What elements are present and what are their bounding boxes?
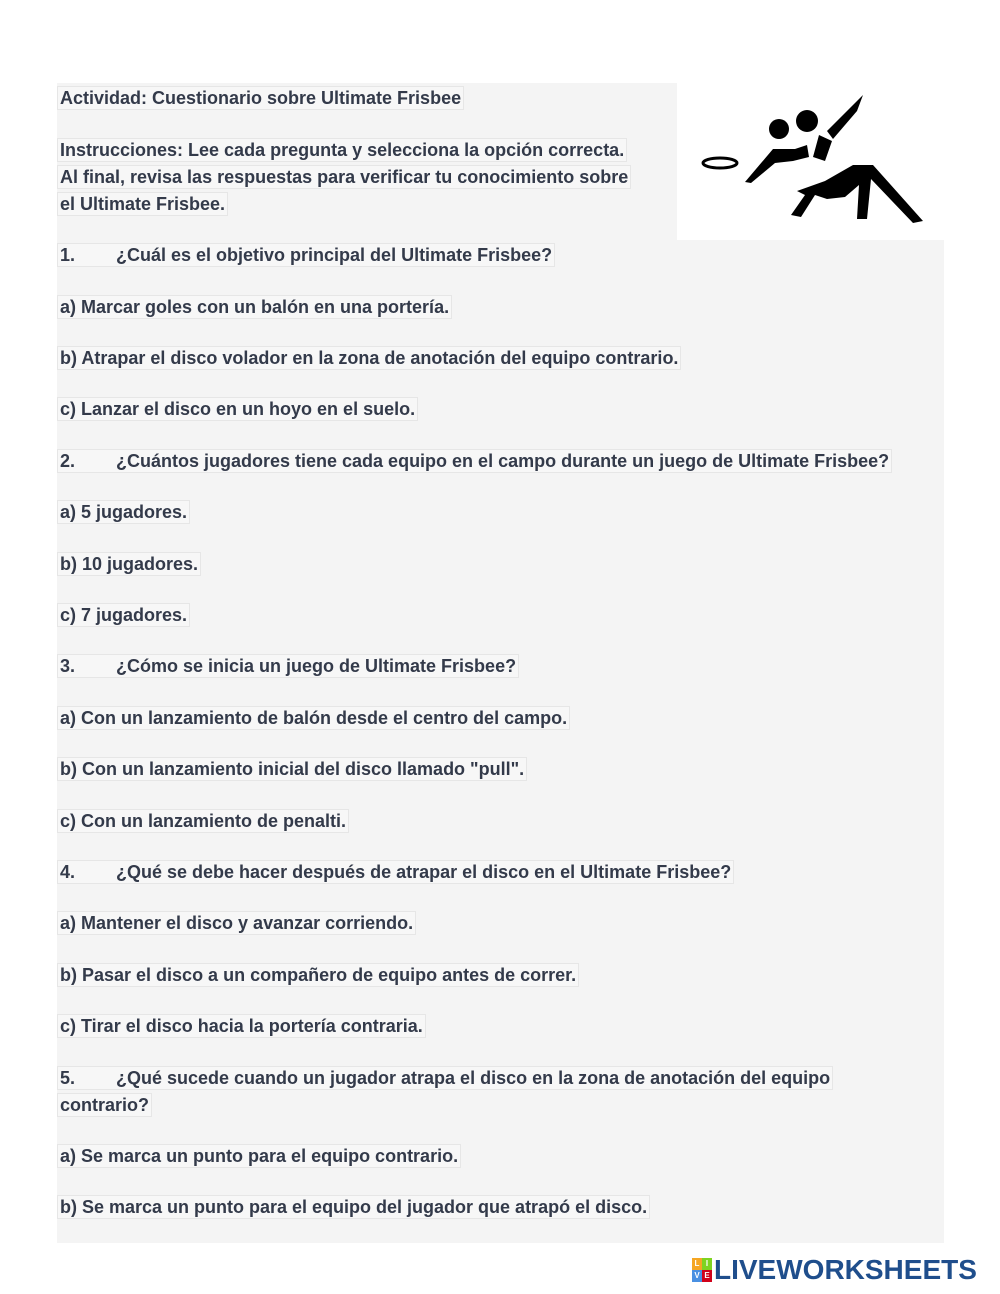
question-2 bbox=[58, 450, 891, 472]
logo-text: LIVEWORKSHEETS bbox=[714, 1254, 977, 1285]
question-number: 1. bbox=[60, 245, 76, 265]
question-3-option-c[interactable]: c) Con un lanzamiento de penalti. bbox=[60, 811, 347, 831]
question-text: ¿Cómo se inicia un juego de Ultimate Frisbee? bbox=[116, 656, 517, 676]
question-number: 3. bbox=[60, 656, 76, 676]
logo-mark-icon bbox=[692, 1258, 712, 1282]
logo-letter-i: I bbox=[702, 1258, 712, 1270]
player-legs bbox=[791, 165, 923, 223]
question-5-continued: contrario? bbox=[60, 1095, 150, 1115]
question-text: ¿Qué sucede cuando un jugador atrapa el disco en la zona de anotación del equipo bbox=[116, 1068, 831, 1088]
question-1-option-b[interactable]: b) Atrapar el disco volador en la zona de anotación del equipo contrario. bbox=[60, 348, 679, 368]
pictogram-area bbox=[677, 83, 945, 240]
logo-letter-e: E bbox=[702, 1270, 712, 1282]
question-2-option-a[interactable]: a) 5 jugadores. bbox=[60, 502, 188, 522]
logo-letter-l: L bbox=[692, 1258, 702, 1270]
liveworksheets-logo[interactable] bbox=[692, 1255, 977, 1285]
question-text: ¿Cuántos jugadores tiene cada equipo en el campo durante un juego de Ultimate Frisbee? bbox=[116, 451, 890, 471]
question-3-option-a[interactable]: a) Con un lanzamiento de balón desde el centro del campo. bbox=[60, 708, 568, 728]
question-4-option-c[interactable]: c) Tirar el disco hacia la portería contraria. bbox=[60, 1016, 423, 1036]
question-3 bbox=[58, 655, 518, 677]
question-2-option-c[interactable]: c) 7 jugadores. bbox=[60, 605, 188, 625]
question-1-option-c[interactable]: c) Lanzar el disco en un hoyo en el suelo. bbox=[60, 399, 416, 419]
question-1-option-a[interactable]: a) Marcar goles con un balón en una portería. bbox=[60, 297, 450, 317]
question-text: ¿Cuál es el objetivo principal del Ultimate Frisbee? bbox=[116, 245, 553, 265]
question-number: 5. bbox=[60, 1068, 76, 1088]
question-3-option-b[interactable]: b) Con un lanzamiento inicial del disco llamado "pull". bbox=[60, 759, 525, 779]
player-head-right bbox=[796, 110, 818, 132]
player-head-left bbox=[769, 119, 789, 139]
question-text: ¿Qué se debe hacer después de atrapar el disco en el Ultimate Frisbee? bbox=[116, 862, 732, 882]
question-2-option-b[interactable]: b) 10 jugadores. bbox=[60, 554, 199, 574]
instructions-line-1: Instrucciones: Lee cada pregunta y selecciona la opción correcta. bbox=[60, 140, 625, 160]
question-5 bbox=[58, 1067, 832, 1089]
question-4-option-a[interactable]: a) Mantener el disco y avanzar corriendo. bbox=[60, 913, 414, 933]
question-number: 2. bbox=[60, 451, 76, 471]
frisbee-player-pictogram-icon bbox=[677, 83, 945, 240]
logo-letter-v: V bbox=[692, 1270, 702, 1282]
worksheet-title: Actividad: Cuestionario sobre Ultimate Frisbee bbox=[60, 88, 462, 108]
instructions-line-2: Al final, revisa las respuestas para verificar tu conocimiento sobre bbox=[60, 167, 629, 187]
question-4-option-b[interactable]: b) Pasar el disco a un compañero de equipo antes de correr. bbox=[60, 965, 577, 985]
question-number: 4. bbox=[60, 862, 76, 882]
disc-shape bbox=[703, 158, 737, 168]
player-body-left bbox=[745, 145, 809, 183]
player-torso bbox=[813, 135, 832, 161]
player-arm-raised bbox=[827, 95, 863, 139]
instructions-line-3: el Ultimate Frisbee. bbox=[60, 194, 226, 214]
question-5-option-b[interactable]: b) Se marca un punto para el equipo del jugador que atrapó el disco. bbox=[60, 1197, 648, 1217]
question-5-option-a[interactable]: a) Se marca un punto para el equipo contrario. bbox=[60, 1146, 459, 1166]
question-4 bbox=[58, 861, 733, 883]
question-1 bbox=[58, 244, 554, 266]
